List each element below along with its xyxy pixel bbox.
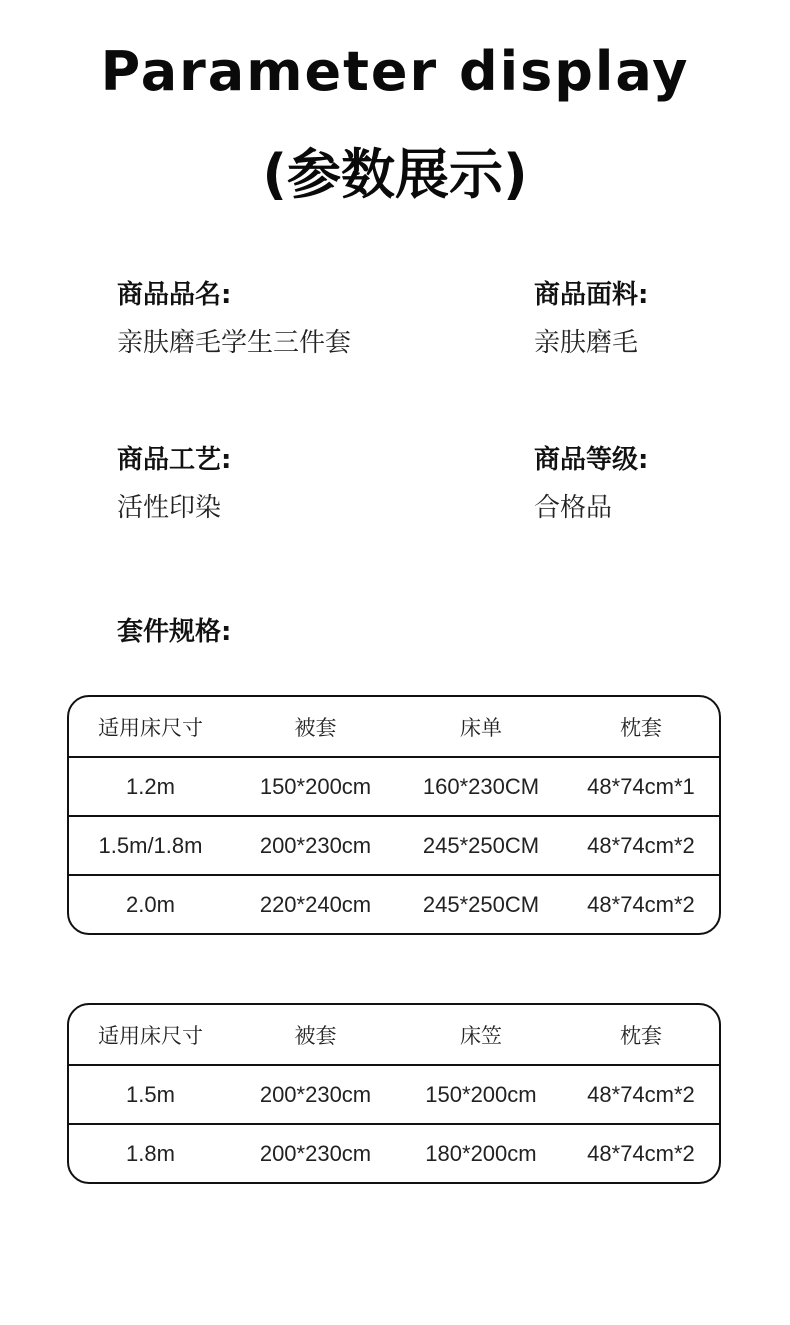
table-header-cell: 被套: [294, 715, 337, 740]
table-cell: 220*240cm: [259, 891, 372, 917]
field-fabric: [534, 278, 648, 360]
table-row: [69, 1064, 719, 1123]
table-cell: 1.5m/1.8m: [98, 832, 203, 858]
table-cell: 48*74cm*2: [587, 1140, 695, 1166]
table-header-cell: 枕套: [619, 1023, 662, 1048]
field-craft: [117, 443, 231, 525]
spec-table-fitted-set: [67, 1003, 721, 1184]
table-cell: 245*250CM: [422, 832, 540, 858]
table-cell: 200*230cm: [259, 1140, 372, 1166]
table-header-cell: 床单: [459, 715, 502, 740]
spec-section-label: 套件规格:: [117, 617, 232, 647]
field-product-name-label: 商品品名:: [117, 280, 232, 310]
table-header-cell: 适用床尺寸: [98, 715, 203, 740]
table-header-cell: 床笠: [459, 1023, 502, 1048]
table-cell: 200*230cm: [259, 1081, 372, 1107]
table-header-cell: 适用床尺寸: [98, 1023, 203, 1048]
table-cell: 180*200cm: [425, 1140, 537, 1166]
table-row: [69, 756, 719, 815]
table-header-cell: 被套: [294, 1023, 337, 1048]
table-cell: 245*250CM: [422, 891, 540, 917]
table-row: [69, 815, 719, 874]
table-header-cell: 枕套: [619, 715, 662, 740]
spec-table-sheet-set: [67, 695, 721, 935]
page-title-chinese: (参数展示): [262, 143, 528, 206]
table-cell: 200*230cm: [259, 832, 372, 858]
field-grade-label: 商品等级:: [534, 445, 649, 475]
table-cell: 1.5m: [126, 1081, 175, 1107]
field-product-name-value: 亲肤磨毛学生三件套: [117, 328, 352, 358]
field-grade-value: 合格品: [534, 493, 613, 523]
field-fabric-label: 商品面料:: [534, 280, 649, 310]
table-cell: 1.2m: [126, 773, 175, 799]
table-cell: 150*200cm: [259, 773, 372, 799]
table-cell: 160*230CM: [422, 773, 540, 799]
table-cell: 48*74cm*2: [587, 1081, 695, 1107]
page-title-english: Parameter display: [100, 40, 690, 103]
table-row: [69, 1123, 719, 1182]
table-cell: 2.0m: [126, 891, 175, 917]
field-product-name: [117, 278, 351, 360]
field-craft-value: 活性印染: [117, 493, 222, 523]
table-cell: 1.8m: [126, 1140, 175, 1166]
table-header-row: [69, 697, 719, 756]
table-cell: 150*200cm: [425, 1081, 537, 1107]
field-fabric-value: 亲肤磨毛: [534, 328, 639, 358]
table-row: [69, 874, 719, 933]
field-grade: [534, 443, 648, 525]
table-cell: 48*74cm*1: [587, 773, 695, 799]
table-cell: 48*74cm*2: [587, 891, 695, 917]
table-header-row: [69, 1005, 719, 1064]
field-craft-label: 商品工艺:: [117, 445, 232, 475]
table-cell: 48*74cm*2: [587, 832, 695, 858]
